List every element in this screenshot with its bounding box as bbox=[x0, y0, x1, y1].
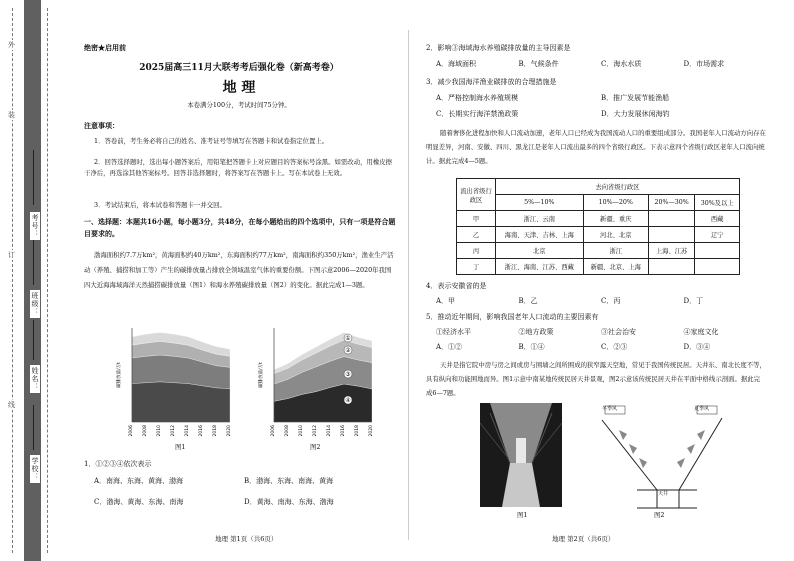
arrow-icon bbox=[697, 430, 705, 440]
question-5: 5．推动近年期间，影响我国老年人口流动的主要因素有 bbox=[426, 313, 599, 321]
x-tick-label: 2012 bbox=[313, 425, 318, 437]
x-tick-label: 2020 bbox=[227, 425, 232, 437]
street-line-right bbox=[679, 418, 722, 490]
q5-option-a[interactable]: A．①② bbox=[436, 343, 463, 351]
q5-sub-2: ②地方政策 bbox=[518, 328, 554, 336]
passage-1: 渤海面积约7.7万km²，黄海面积约40万km²，东海面积约77万km²，南海面积约350万km²，渔业生产活动（养殖、捕捞和加工等）产生的碳排放量占排放全领域温室气体的重要份额。下图示意2006—2020年我国四大近海海域海洋天然捕捞碳排放量（图1）和海水养殖碳排放量（图2）的变化。据此完成1—3题。 bbox=[84, 251, 394, 289]
winter-wind-label: 冬季风 bbox=[602, 406, 618, 412]
q5-option-d[interactable]: D．③④ bbox=[683, 343, 711, 351]
note-2: 2．回答选择题时，选出每小题答案后，用铅笔把答题卡上对应题目的答案标号涂黑。如需改动，用橡皮擦干净后，再选涂其他答案标号。回答非选择题时，将答案写在答题卡上。写在本试卷上无效。 bbox=[84, 158, 393, 177]
table-cell: 新疆、重庆 bbox=[583, 211, 648, 227]
table-col-3: 20%—30% bbox=[648, 195, 694, 211]
arrow-icon bbox=[639, 458, 647, 468]
q5-sub-3: ③社会治安 bbox=[601, 328, 636, 336]
q1-option-a[interactable]: A．南海、东海、黄海、渤海 bbox=[94, 477, 184, 485]
table-cell: 河北、北京 bbox=[583, 227, 648, 243]
arrow-icon bbox=[629, 444, 637, 454]
table-cell: 北京 bbox=[496, 243, 584, 259]
school-label: 学校： bbox=[31, 457, 39, 481]
x-tick-label: 2010 bbox=[157, 425, 162, 437]
figure-2-chart bbox=[256, 322, 376, 442]
page-2 bbox=[422, 0, 770, 561]
migration-table bbox=[456, 178, 740, 275]
question-1: 1．①②③④依次表示 bbox=[84, 460, 152, 468]
figure-2-caption: 图2 bbox=[310, 443, 321, 451]
binding-margin bbox=[0, 0, 67, 561]
mark-outer: 外 bbox=[8, 41, 15, 49]
q1-option-c[interactable]: C．渤海、黄海、东海、南海 bbox=[94, 498, 184, 506]
q5-sub-1: ①经济水平 bbox=[436, 328, 471, 336]
exam-no-field[interactable] bbox=[33, 150, 34, 205]
table-cell: 浙江 bbox=[583, 243, 648, 259]
exam-no-label: 考号： bbox=[31, 214, 39, 238]
summer-wind-label: 夏季风 bbox=[694, 406, 710, 412]
row-name: 丙 bbox=[457, 243, 496, 259]
x-tick-label: 2006 bbox=[271, 425, 276, 437]
table-cell bbox=[648, 259, 694, 275]
question-3: 3．减少我国海洋渔业碳排放的合理措施是 bbox=[426, 78, 557, 86]
page-1-footer: 地理 第1页（共6页） bbox=[215, 535, 278, 543]
figure-2 bbox=[256, 322, 376, 446]
table-cell bbox=[695, 259, 740, 275]
q3-options bbox=[436, 92, 766, 121]
q3-option-b[interactable]: B．推广发展节能渔船 bbox=[601, 94, 670, 102]
series-label: ② bbox=[345, 347, 351, 354]
y-axis-label: 碳排放量/万t bbox=[117, 362, 122, 388]
table-cell: 海南、天津、吉林、上海 bbox=[496, 227, 584, 243]
table-col-4: 30%及以上 bbox=[695, 195, 740, 211]
q3-option-c[interactable]: C．长期实行海洋禁渔政策 bbox=[436, 110, 519, 118]
figure-1 bbox=[114, 322, 234, 446]
q4-option-c[interactable]: C．丙 bbox=[601, 297, 621, 305]
q1-option-d[interactable]: D．黄海、南海、东海、渤海 bbox=[244, 498, 334, 506]
mark-order: 订 bbox=[8, 251, 15, 259]
table-col-1: 5%—10% bbox=[496, 195, 584, 211]
street-line-left bbox=[602, 420, 657, 490]
cut-line-inner bbox=[47, 8, 48, 553]
x-tick-label: 2018 bbox=[213, 425, 218, 437]
table-row bbox=[457, 259, 740, 275]
q2-option-d[interactable]: D．市场需求 bbox=[683, 60, 725, 68]
x-tick-label: 2018 bbox=[355, 425, 360, 437]
table-row bbox=[457, 211, 740, 227]
page-2-footer: 地理 第2页（共6页） bbox=[552, 535, 615, 543]
y-axis-label: 碳排放量/万t bbox=[259, 362, 264, 388]
table-col-2: 10%—20% bbox=[583, 195, 648, 211]
series-label: ① bbox=[345, 335, 351, 342]
table-cell bbox=[695, 243, 740, 259]
mark-bind: 装 bbox=[8, 111, 15, 119]
table-header-left: 流出省级行政区 bbox=[457, 179, 496, 211]
x-tick-label: 2014 bbox=[185, 425, 190, 437]
figure-1-chart bbox=[114, 322, 234, 442]
series-label: ③ bbox=[345, 371, 351, 378]
cut-line-outer bbox=[12, 8, 13, 553]
q2-option-c[interactable]: C．海水水质 bbox=[601, 60, 642, 68]
page-1 bbox=[80, 0, 398, 561]
school-field[interactable] bbox=[33, 405, 34, 450]
table-row bbox=[457, 243, 740, 259]
section-1: 一、选择题：本题共16小题，每小题3分，共48分，在每小题给出的四个选项中，只有一项是符合题目要求的。 bbox=[84, 217, 396, 238]
note-3: 3．考试结束后，将本试卷和答题卡一并交回。 bbox=[94, 201, 226, 209]
x-tick-label: 2008 bbox=[285, 425, 290, 437]
figure-4-caption: 图2 bbox=[654, 511, 665, 519]
passage-2: 随着奢侈化进程加快和人口流动加速，老年人口已经成为我国流动人口的重要组成部分。我国老年人口流动方向存在明显差异，河南、安徽、四川、黑龙江是老年人口流出最多的四个省级行政区。下表示意四个省级行政区老年人口流向统计。据此完成4—5题。 bbox=[426, 129, 766, 165]
table-header-top: 去向省级行政区 bbox=[496, 179, 740, 195]
question-2: 2．影响③海域海水养殖碳排放量的主导因素是 bbox=[426, 44, 571, 52]
score-info: 本卷满分100分，考试时间75分钟。 bbox=[187, 101, 291, 109]
table-cell: 浙江、海南、江苏、西藏 bbox=[496, 259, 584, 275]
x-tick-label: 2016 bbox=[341, 425, 346, 437]
table-cell: 新疆、北京、上海 bbox=[583, 259, 648, 275]
arrow-icon bbox=[687, 444, 695, 454]
passage-3: 天井是指它院中房与房之间或房与围墙之间所围成的狭窄露天空地，常见于我国传统民居。天井东、南北长度不等，具有纵向和功能围地而异。图1示意中南某地传统民居天井景观，图2示意该传统民居天井在平面中格线示剖面。据此完成6—7题。 bbox=[426, 361, 766, 397]
x-tick-label: 2010 bbox=[299, 425, 304, 437]
exam-title: 2025届高三11月大联考考后强化卷（新高考卷） bbox=[139, 63, 339, 73]
figure-1-caption: 图1 bbox=[175, 443, 186, 451]
q4-option-b[interactable]: B．乙 bbox=[518, 297, 538, 305]
column-divider bbox=[408, 30, 409, 540]
name-label: 姓名： bbox=[31, 367, 39, 391]
table-row bbox=[457, 227, 740, 243]
x-tick-label: 2016 bbox=[199, 425, 204, 437]
x-tick-label: 2014 bbox=[327, 425, 332, 437]
q5-option-c[interactable]: C．②③ bbox=[601, 343, 628, 351]
table-cell bbox=[648, 227, 694, 243]
table-cell: 浙江、云南 bbox=[496, 211, 584, 227]
row-name: 甲 bbox=[457, 211, 496, 227]
series-label: ④ bbox=[345, 397, 351, 404]
q4-option-d[interactable]: D．丁 bbox=[683, 297, 704, 305]
class-label: 班级： bbox=[31, 292, 39, 316]
q2-option-a[interactable]: A．海域面积 bbox=[436, 60, 477, 68]
q5-sub-4: ④家庭文化 bbox=[683, 328, 719, 336]
row-name: 丁 bbox=[457, 259, 496, 275]
q2-option-b[interactable]: B．气候条件 bbox=[518, 60, 559, 68]
note-1: 1．答卷前，考生务必将自己的姓名、准考证号等填写在答题卡和试卷指定位置上。 bbox=[94, 137, 329, 145]
x-tick-label: 2008 bbox=[143, 425, 148, 437]
q1-options bbox=[94, 475, 394, 509]
figure-3-caption: 图1 bbox=[517, 511, 528, 519]
class-field[interactable] bbox=[33, 240, 34, 285]
subject-title: 地 理 bbox=[222, 80, 256, 96]
q1-option-b[interactable]: B．渤海、东海、南海、黄海 bbox=[244, 477, 334, 485]
x-tick-label: 2012 bbox=[171, 425, 176, 437]
arrow-icon bbox=[677, 458, 685, 468]
courtyard-label: 天井 bbox=[658, 491, 669, 497]
q3-option-a[interactable]: A．严格控制海水养殖规模 bbox=[436, 94, 519, 102]
q5-option-b[interactable]: B．①④ bbox=[518, 343, 545, 351]
question-4: 4．表示安徽省的是 bbox=[426, 282, 487, 290]
table-cell: 西藏 bbox=[695, 211, 740, 227]
q3-option-d[interactable]: D．大力发展休闲海钓 bbox=[601, 110, 670, 118]
area-series-4 bbox=[132, 382, 230, 422]
table-cell: 上海、江苏 bbox=[648, 243, 694, 259]
x-tick-label: 2006 bbox=[129, 425, 134, 437]
name-field[interactable] bbox=[33, 320, 34, 360]
table-cell bbox=[648, 211, 694, 227]
mark-line: 线 bbox=[8, 401, 15, 409]
courtyard-photo bbox=[480, 403, 562, 507]
secret-mark: 绝密★启用前 bbox=[84, 43, 126, 52]
notes-title: 注意事项： bbox=[84, 121, 119, 130]
row-name: 乙 bbox=[457, 227, 496, 243]
table-cell: 辽宁 bbox=[695, 227, 740, 243]
q4-option-a[interactable]: A．甲 bbox=[436, 297, 456, 305]
x-tick-label: 2020 bbox=[369, 425, 374, 437]
arrow-icon bbox=[619, 430, 627, 440]
